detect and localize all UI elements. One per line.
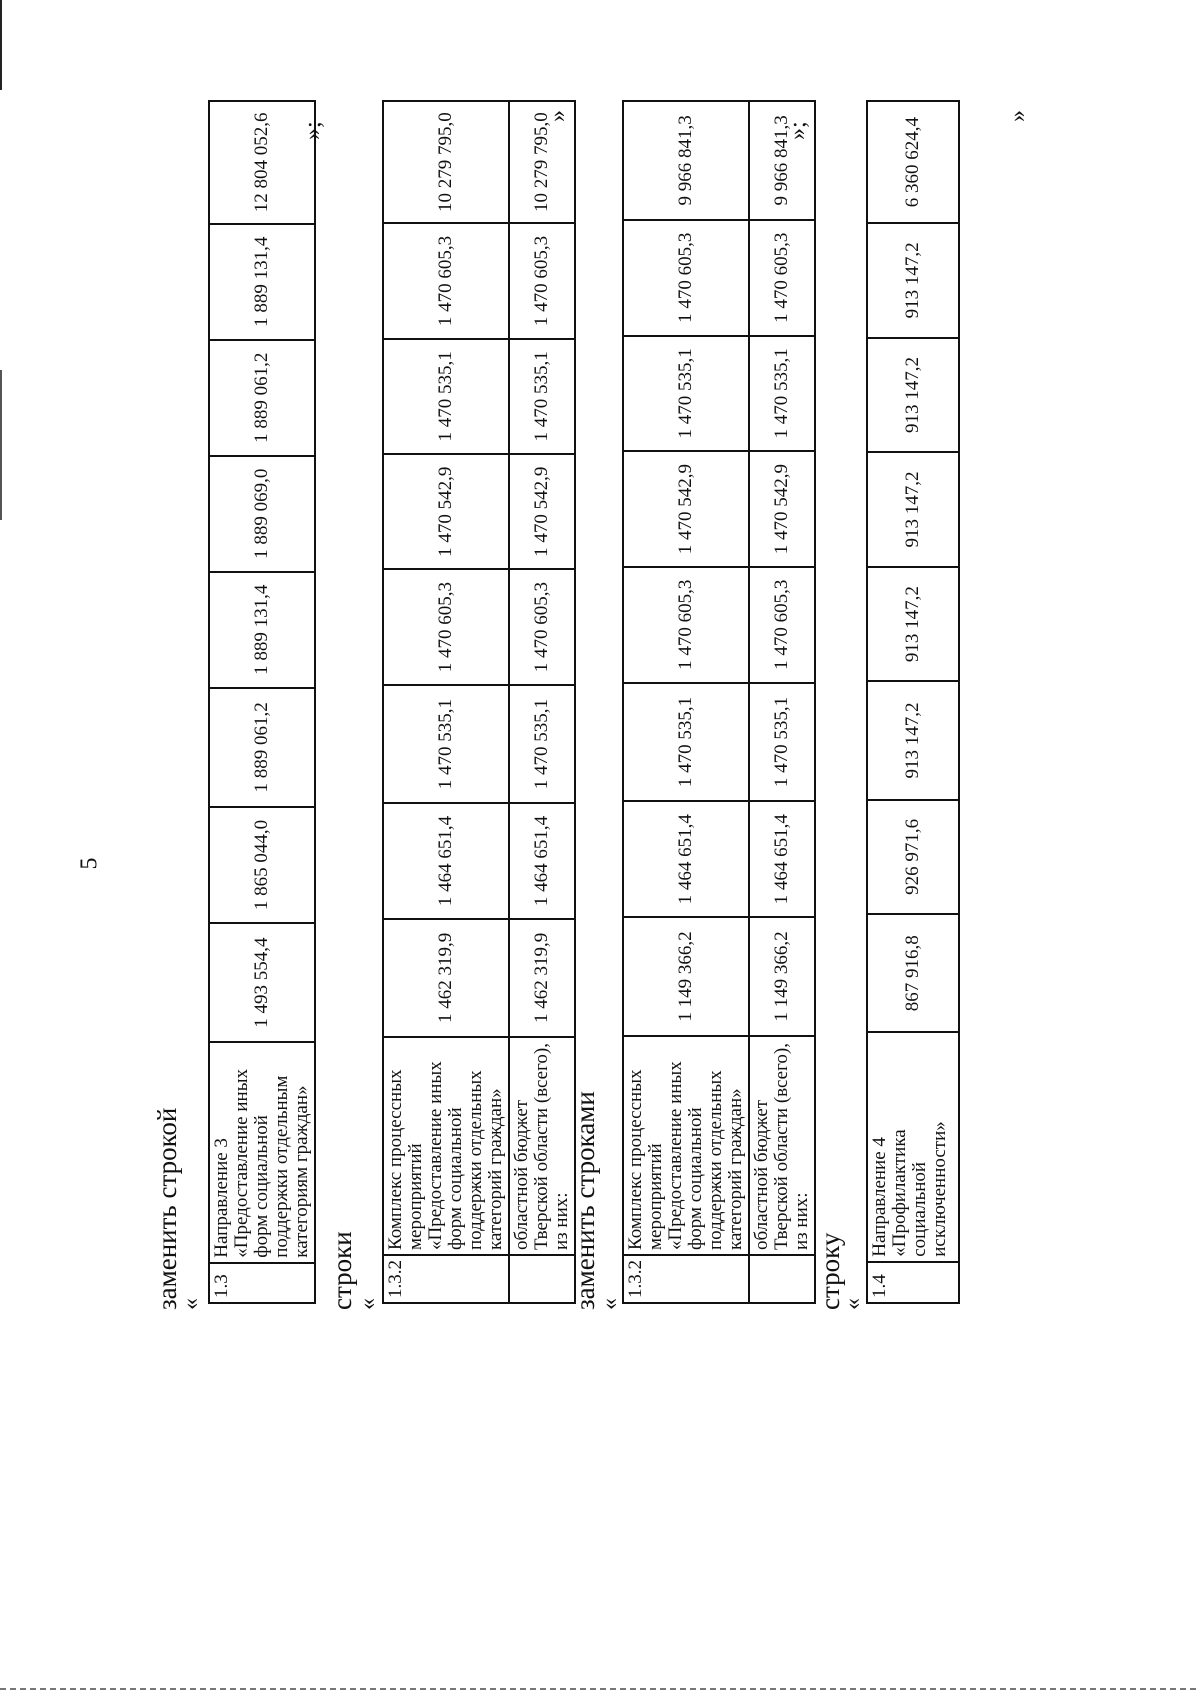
open-quote: « bbox=[178, 1298, 204, 1310]
table-block-2 bbox=[382, 100, 576, 1304]
value-cell: 1 470 605,3 bbox=[509, 223, 575, 338]
value-cell: 1 470 535,1 bbox=[623, 336, 749, 452]
value-cell: 1 889 131,4 bbox=[209, 572, 315, 688]
value-cell: 9 966 841,3 bbox=[623, 101, 749, 220]
value-cell: 1 470 605,3 bbox=[749, 567, 815, 683]
value-cell: 1 464 651,4 bbox=[383, 803, 509, 918]
value-cell: 1 464 651,4 bbox=[623, 801, 749, 917]
value-cell: 1 470 605,3 bbox=[509, 569, 575, 684]
open-quote: « bbox=[355, 1298, 381, 1310]
value-cell: 913 147,2 bbox=[867, 681, 959, 799]
value-cell: 1 470 535,1 bbox=[623, 683, 749, 802]
value-cell: 1 470 605,3 bbox=[383, 569, 509, 684]
instruction-replace-with-rows: заменить строками bbox=[570, 1091, 600, 1310]
value-cell: 1 464 651,4 bbox=[749, 801, 815, 917]
value-cell: 913 147,2 bbox=[867, 452, 959, 567]
row-code: 1.3 bbox=[209, 1263, 315, 1303]
value-cell: 1 470 605,3 bbox=[623, 567, 749, 683]
value-cell: 1 470 605,3 bbox=[383, 223, 509, 338]
table-block-1 bbox=[208, 100, 316, 1304]
value-cell: 1 470 535,1 bbox=[509, 685, 575, 803]
value-cell: 1 889 131,4 bbox=[209, 224, 315, 340]
value-cell: 867 916,8 bbox=[867, 914, 959, 1032]
value-cell: 6 360 624,4 bbox=[867, 101, 959, 223]
value-cell: 1 470 542,9 bbox=[509, 454, 575, 569]
value-cell: 1 889 069,0 bbox=[209, 456, 315, 572]
table-row bbox=[383, 101, 509, 1303]
row-code bbox=[749, 1255, 815, 1303]
row-name: Направление 3 «Предоставление иных форм социальной поддержки отдельным категориям граждан» bbox=[209, 1042, 315, 1263]
value-cell: 1 462 319,9 bbox=[383, 919, 509, 1037]
value-cell: 1 470 535,1 bbox=[749, 336, 815, 452]
instruction-rows: строки bbox=[327, 1231, 357, 1310]
value-cell: 10 279 795,0 bbox=[383, 101, 509, 223]
table-row bbox=[209, 101, 315, 1303]
instruction-replace-with-row: заменить строкой bbox=[152, 1107, 182, 1310]
page-number: 5 bbox=[76, 857, 103, 870]
value-cell: 1 493 554,4 bbox=[209, 923, 315, 1042]
row-name: Комплекс процессных мероприятий «Предоставление иных форм социальной поддержки отдельных категорий граждан» bbox=[383, 1037, 509, 1255]
rotated-document-body bbox=[0, 100, 1060, 1460]
value-cell: 1 462 319,9 bbox=[509, 919, 575, 1037]
value-cell: 1 470 542,9 bbox=[383, 454, 509, 569]
value-cell: 9 966 841,3 bbox=[749, 101, 815, 220]
close-quote: » bbox=[1005, 110, 1031, 122]
table-row bbox=[509, 101, 575, 1303]
value-cell: 1 865 044,0 bbox=[209, 807, 315, 923]
row-code bbox=[509, 1255, 575, 1303]
table-row bbox=[867, 101, 959, 1303]
value-cell: 1 889 061,2 bbox=[209, 688, 315, 807]
value-cell: 1 470 535,1 bbox=[383, 339, 509, 454]
value-cell: 913 147,2 bbox=[867, 223, 959, 338]
table-block-4 bbox=[866, 100, 960, 1304]
value-cell: 1 464 651,4 bbox=[509, 803, 575, 918]
table-block-3 bbox=[622, 100, 816, 1304]
scan-edge-mark bbox=[0, 0, 2, 90]
value-cell: 1 470 535,1 bbox=[749, 683, 815, 802]
instruction-row: строку bbox=[815, 1232, 845, 1310]
scan-bottom-edge bbox=[0, 1688, 1200, 1690]
row-code: 1.4 bbox=[867, 1262, 959, 1303]
row-name: областной бюджет Тверской области (всего), из них: bbox=[749, 1036, 815, 1255]
open-quote: « bbox=[597, 1298, 623, 1310]
value-cell: 1 470 535,1 bbox=[383, 685, 509, 803]
value-cell: 1 470 542,9 bbox=[623, 451, 749, 567]
value-cell: 913 147,2 bbox=[867, 338, 959, 453]
value-cell: 1 470 605,3 bbox=[623, 220, 749, 336]
value-cell: 10 279 795,0 bbox=[509, 101, 575, 223]
close-quote: »; bbox=[300, 121, 326, 140]
open-quote: « bbox=[840, 1298, 866, 1310]
table-row bbox=[623, 101, 749, 1303]
close-quote: »; bbox=[785, 121, 811, 140]
value-cell: 12 804 052,6 bbox=[209, 101, 315, 224]
value-cell: 1 470 535,1 bbox=[509, 339, 575, 454]
close-quote: » bbox=[545, 110, 571, 122]
value-cell: 1 470 605,3 bbox=[749, 220, 815, 336]
value-cell: 926 971,6 bbox=[867, 800, 959, 915]
value-cell: 913 147,2 bbox=[867, 567, 959, 682]
row-code: 1.3.2 bbox=[623, 1255, 749, 1303]
value-cell: 1 889 061,2 bbox=[209, 340, 315, 456]
row-name: Направление 4 «Профилактика социальной исключенности» bbox=[867, 1032, 959, 1261]
row-name: областной бюджет Тверской области (всего), из них: bbox=[509, 1037, 575, 1255]
value-cell: 1 149 366,2 bbox=[623, 917, 749, 1036]
value-cell: 1 470 542,9 bbox=[749, 451, 815, 567]
table-row bbox=[749, 101, 815, 1303]
row-code: 1.3.2 bbox=[383, 1255, 509, 1303]
value-cell: 1 149 366,2 bbox=[749, 917, 815, 1036]
row-name: Комплекс процессных мероприятий «Предоставление иных форм социальной поддержки отдельных категорий граждан» bbox=[623, 1036, 749, 1255]
